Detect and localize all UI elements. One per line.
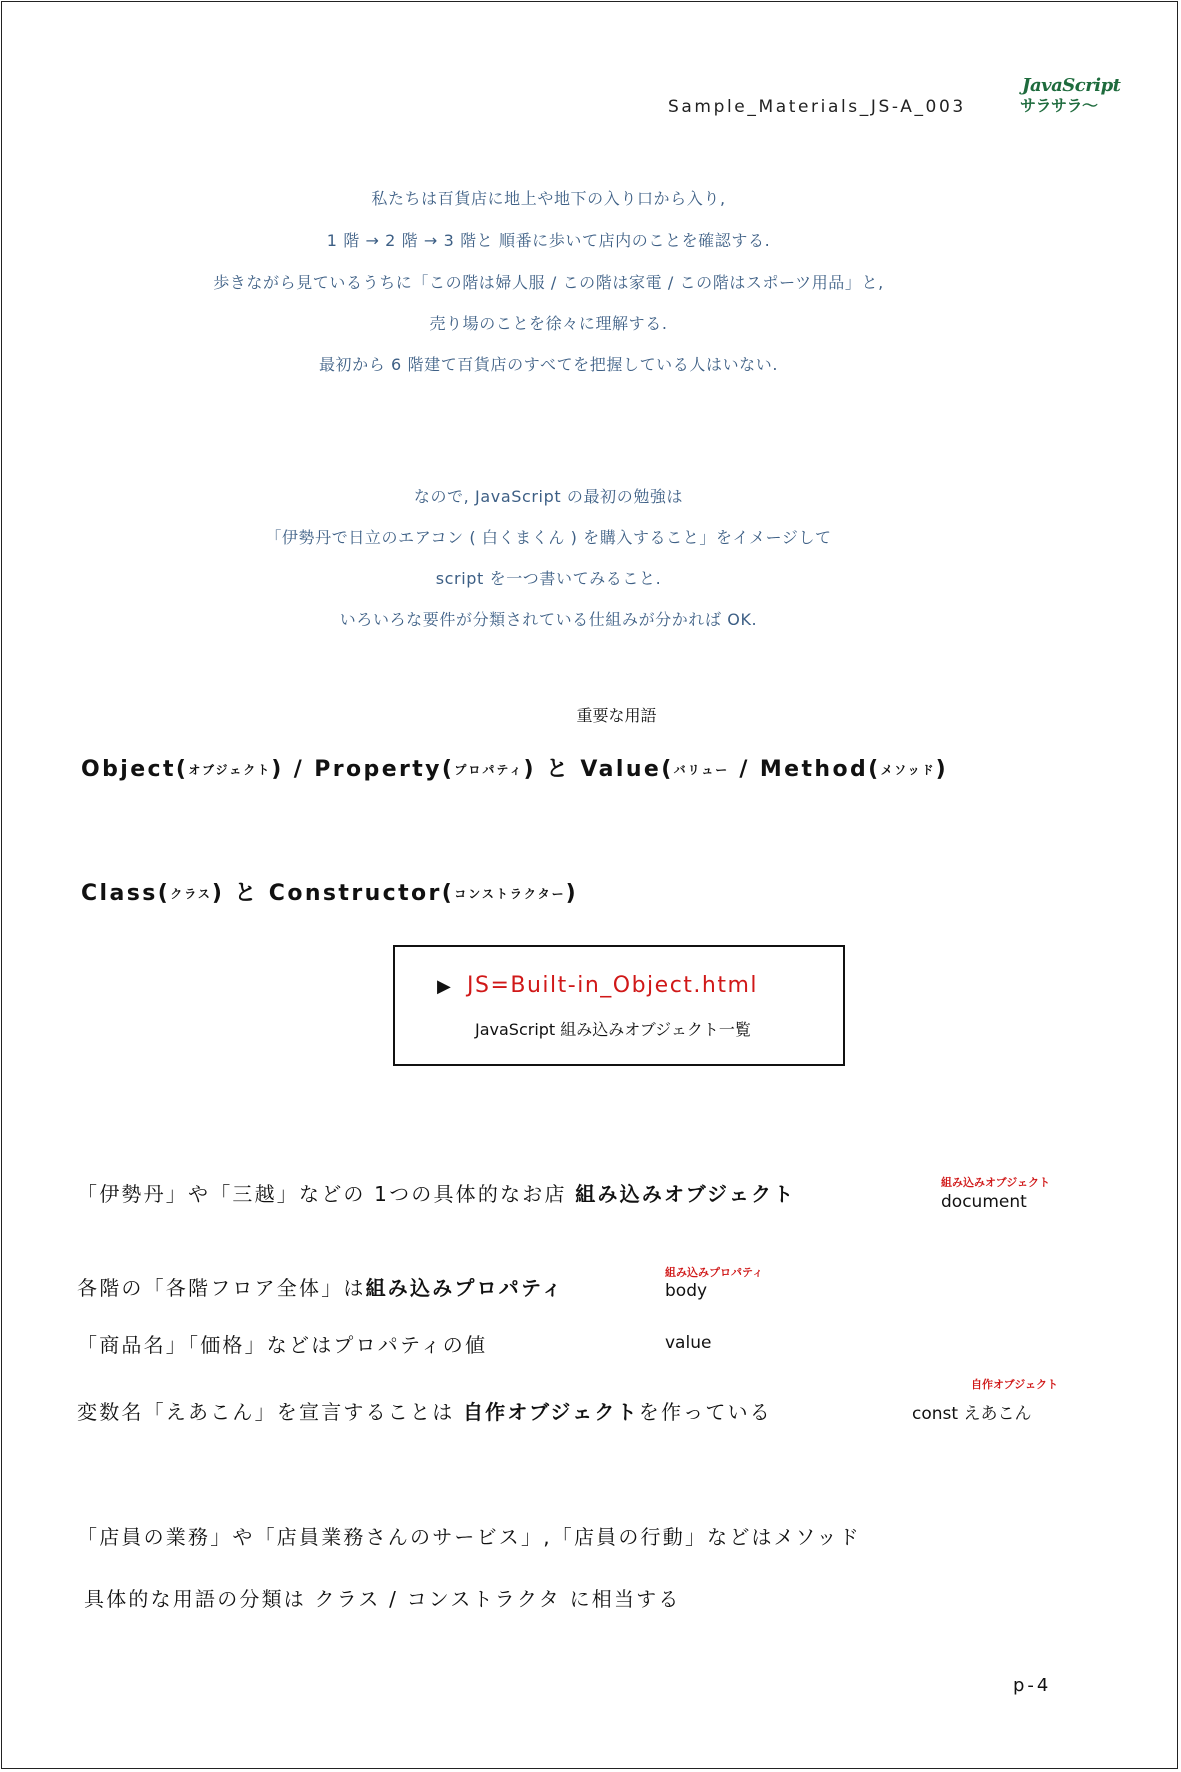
intro-line: なので, JavaScript の最初の勉強は xyxy=(413,487,684,506)
intro-line: 歩きながら見ているうちに「この階は婦人服 / この階は家電 / この階はスポーツ用品」と, xyxy=(213,273,884,292)
example-text: 「伊勢丹」や「三越」などの 1つの具体的なお店 xyxy=(77,1182,576,1206)
closing-line-class: 具体的な用語の分類は クラス / コンストラクタ に相当する xyxy=(84,1587,681,1611)
term-separator: ) と Value( xyxy=(523,757,674,782)
example-line-store xyxy=(77,1178,795,1207)
intro-line: 私たちは百貨店に地上や地下の入り口から入り, xyxy=(371,189,726,208)
logo-line-2: サラサラ〜 xyxy=(1020,96,1098,115)
builtin-object-link[interactable]: JS=Built-in_Object.html xyxy=(467,973,759,998)
javascript-sarasara-logo xyxy=(1020,74,1121,120)
term-object-kana: オブジェクト xyxy=(188,763,272,777)
term-separator: ) xyxy=(565,881,579,906)
example-bold-term: 組み込みオブジェクト xyxy=(575,1182,796,1206)
term-separator: ) / Property( xyxy=(271,757,455,782)
intro-line: script を一つ書いてみること. xyxy=(435,569,662,588)
example-text: 変数名「えあこん」を宣言することは xyxy=(77,1400,463,1424)
example-line-floor xyxy=(77,1272,564,1301)
terms-line-class-constructor xyxy=(81,876,578,907)
document-id: Sample_Materials_JS-A_003 xyxy=(668,97,966,117)
terms-heading: 重要な用語 xyxy=(576,706,657,725)
terms-line-object-property-value-method xyxy=(81,752,948,783)
intro-line: 1 階 → 2 階 → 3 階と 順番に歩いて店内のことを確認する. xyxy=(326,231,771,250)
example-code: const えあこん xyxy=(912,1404,1032,1424)
logo-line-1: JavaScript xyxy=(1022,75,1121,96)
example-bold-term: 自作オブジェクト xyxy=(462,1400,639,1424)
closing-line-method: 「店員の業務」や「店員業務さんのサービス」,「店員の行動」などはメソッド xyxy=(77,1525,861,1549)
term-class: Class( xyxy=(81,881,171,906)
term-separator: / Method( xyxy=(729,757,881,782)
example-text: 「商品名」「価格」などはプロパティの値 xyxy=(77,1333,488,1357)
example-text-after: を作っている xyxy=(638,1400,772,1424)
term-class-kana: クラス xyxy=(170,887,212,901)
term-separator: ) xyxy=(935,757,949,782)
intro-line: いろいろな要件が分類されている仕組みが分かれば OK. xyxy=(339,610,758,629)
builtin-object-link-box xyxy=(393,945,845,1066)
intro-line: 売り場のことを徐々に理解する. xyxy=(429,314,668,333)
example-tag: 組み込みプロパティ xyxy=(665,1266,764,1279)
example-code: value xyxy=(665,1333,712,1353)
example-line-variable xyxy=(77,1396,772,1425)
example-tag: 自作オブジェクト xyxy=(971,1378,1059,1391)
term-separator: ) と Constructor( xyxy=(211,881,455,906)
intro-line: 「伊勢丹で日立のエアコン ( 白くまくん ) を購入すること」をイメージして xyxy=(265,528,832,547)
example-code: document xyxy=(941,1192,1027,1212)
example-text: 各階の「各階フロア全体」は xyxy=(77,1276,366,1300)
example-bold-term: 組み込みプロパティ xyxy=(365,1276,564,1300)
play-triangle-icon: ▶ xyxy=(437,976,451,997)
link-description: JavaScript 組み込みオブジェクト一覧 xyxy=(475,1020,751,1039)
example-line-value xyxy=(77,1329,487,1358)
example-tag: 組み込みオブジェクト xyxy=(941,1176,1051,1189)
term-property-kana: プロパティ xyxy=(454,763,524,777)
term-object: Object( xyxy=(81,757,189,782)
example-code: body xyxy=(665,1281,708,1301)
term-constructor-kana: コンストラクター xyxy=(454,887,566,901)
term-method-kana: メソッド xyxy=(880,763,936,777)
page-number: p-4 xyxy=(1013,1675,1052,1696)
intro-line: 最初から 6 階建て百貨店のすべてを把握している人はいない. xyxy=(318,355,779,374)
term-value-kana: バリュー xyxy=(673,763,730,777)
